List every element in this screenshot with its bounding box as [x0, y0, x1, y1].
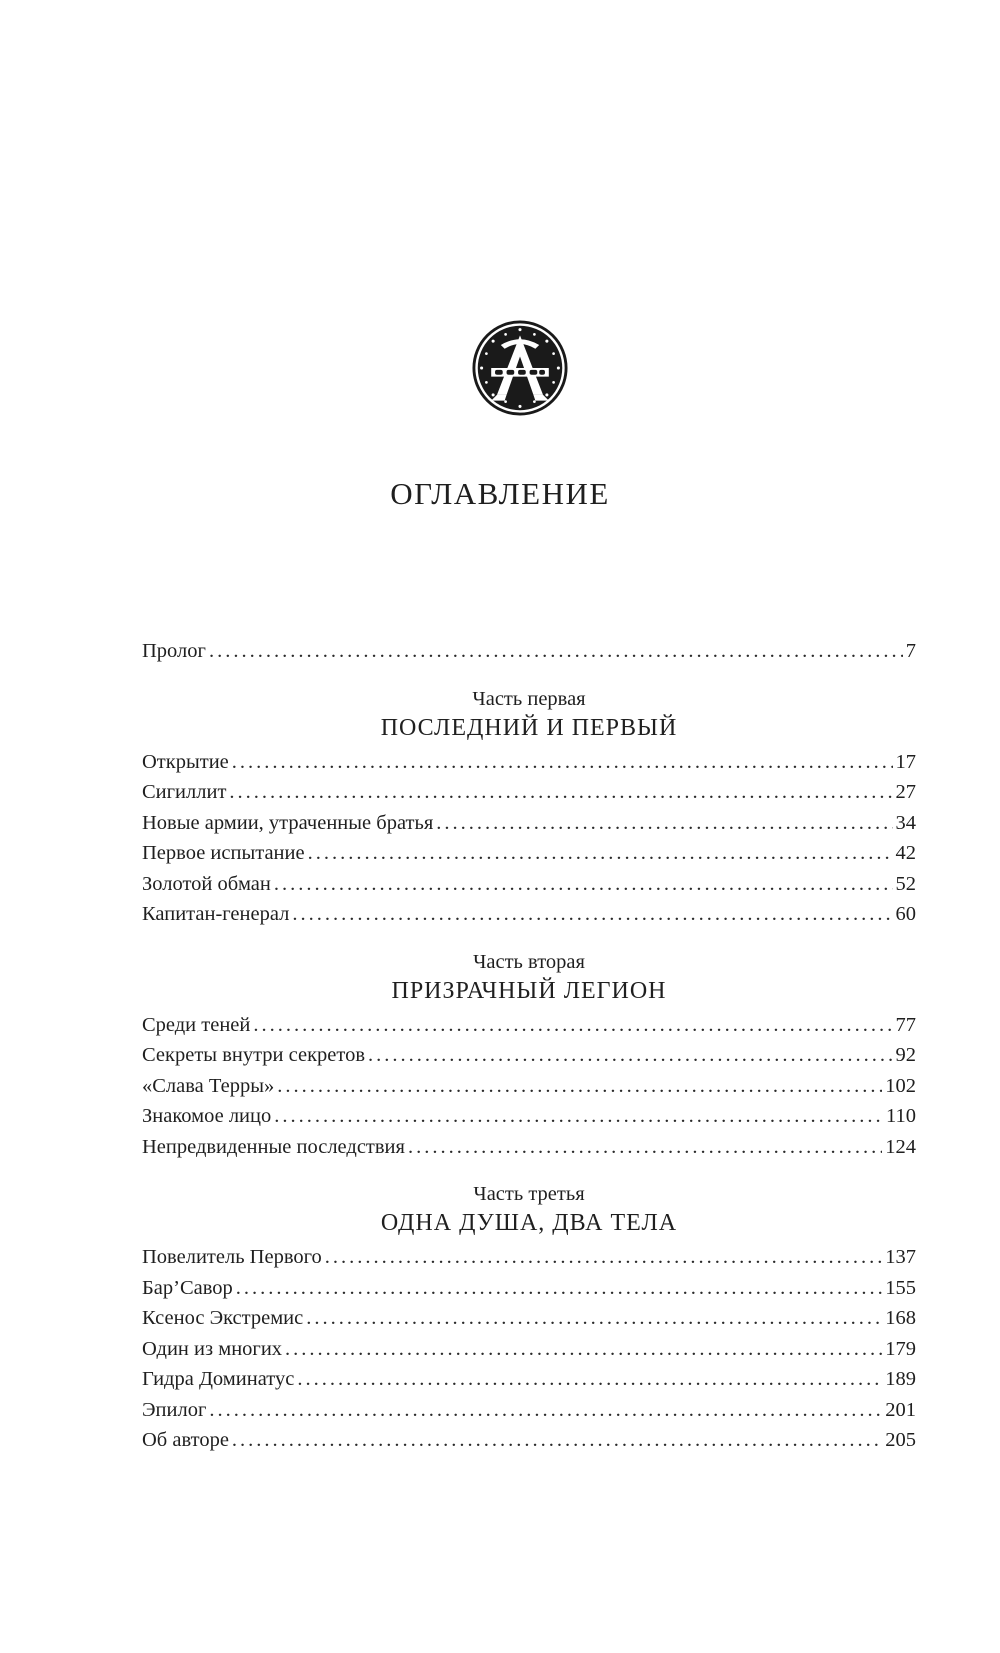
part-heading [142, 687, 916, 745]
entry-page: 124 [885, 1135, 916, 1158]
toc-entry [142, 808, 916, 839]
entry-page: 7 [905, 640, 916, 662]
entry-page: 110 [886, 1105, 916, 1127]
entry-page: 34 [895, 811, 916, 834]
toc-entry [142, 1303, 916, 1334]
dot-leader [229, 777, 892, 808]
dot-leader [306, 1303, 882, 1334]
entry-title: Бар’Савор [142, 1276, 233, 1299]
entry-title: Гидра Доминатус [142, 1368, 295, 1390]
toc-entry [142, 1273, 916, 1304]
entry-page: 137 [885, 1246, 916, 1268]
entry-title: Об авторе [142, 1429, 229, 1451]
dot-leader [408, 1132, 882, 1163]
part-label: Часть третья [473, 1183, 585, 1205]
entry-page: 155 [885, 1276, 916, 1299]
entry-page: 17 [895, 750, 916, 773]
entry-page: 205 [885, 1429, 916, 1451]
toc-entry [142, 1242, 916, 1273]
toc-entry [142, 1395, 916, 1426]
part-label: Часть вторая [473, 950, 585, 973]
dot-leader [232, 747, 893, 778]
dot-leader [368, 1040, 892, 1071]
toc-entry [142, 1101, 916, 1132]
entry-page: 42 [895, 842, 916, 864]
part-title: ПОСЛЕДНИЙ И ПЕРВЫЙ [380, 714, 678, 741]
part-title: ОДНА ДУША, ДВА ТЕЛА [380, 1210, 678, 1236]
entry-page: 168 [885, 1307, 916, 1329]
toc-entry [142, 777, 916, 808]
toc-entry [142, 869, 916, 900]
dot-leader [253, 1010, 892, 1041]
toc-entry [142, 1040, 916, 1071]
dot-leader [232, 1425, 882, 1456]
entry-title: Ксенос Экстремис [142, 1307, 304, 1329]
entry-page: 27 [895, 781, 916, 803]
dot-leader [325, 1242, 882, 1273]
toc-entry [142, 1364, 916, 1395]
entry-page: 52 [895, 872, 916, 895]
entry-title: Золотой обман [142, 872, 271, 895]
entry-page: 201 [885, 1398, 916, 1421]
entry-page: 77 [895, 1013, 916, 1036]
entry-title: «Слава Терры» [142, 1074, 275, 1097]
dot-leader [308, 838, 893, 869]
entry-page: 102 [885, 1074, 916, 1097]
toc-entry [142, 838, 916, 869]
entry-title: Новые армии, утраченные братья [142, 811, 434, 834]
publisher-emblem-icon [472, 320, 568, 416]
entry-title: Открытие [142, 750, 229, 773]
entry-title: Повелитель Первого [142, 1246, 322, 1268]
toc-entry [142, 1425, 916, 1456]
table-of-contents [142, 636, 916, 1456]
dot-leader [285, 1334, 882, 1365]
toc-heading: ОГЛАВЛЕНИЕ [390, 476, 610, 511]
entry-title: Среди теней [142, 1013, 251, 1036]
dot-leader [297, 1364, 882, 1395]
dot-leader [292, 899, 892, 930]
entry-page: 179 [885, 1337, 916, 1360]
entry-title: Капитан-генерал [142, 903, 290, 925]
dot-leader [236, 1273, 882, 1304]
toc-entry [142, 1132, 916, 1163]
entry-title: Секреты внутри секретов [142, 1044, 366, 1066]
entry-title: Первое испытание [142, 842, 305, 864]
dot-leader [436, 808, 892, 839]
toc-entry [142, 1010, 916, 1041]
toc-entry [142, 1071, 916, 1102]
entry-page: 92 [895, 1044, 916, 1066]
part-title: ПРИЗРАЧНЫЙ ЛЕГИОН [391, 977, 667, 1004]
entry-title: Эпилог [142, 1398, 207, 1421]
toc-entry-prologue [142, 636, 916, 667]
dot-leader [209, 636, 903, 667]
dot-leader [209, 1395, 882, 1426]
dot-leader [274, 869, 893, 900]
dot-leader [277, 1071, 882, 1102]
toc-entry [142, 747, 916, 778]
part-heading [142, 1182, 916, 1240]
entry-title: Пролог [142, 640, 206, 662]
entry-title: Непредвиденные последствия [142, 1135, 405, 1158]
entry-page: 189 [885, 1368, 916, 1390]
entry-title: Знакомое лицо [142, 1105, 272, 1127]
part-label: Часть первая [472, 687, 586, 710]
toc-entry [142, 1334, 916, 1365]
part-heading [142, 950, 916, 1008]
toc-entry [142, 899, 916, 930]
entry-title: Один из многих [142, 1337, 283, 1360]
dot-leader [274, 1101, 883, 1132]
entry-page: 60 [895, 903, 916, 925]
entry-title: Сигиллит [142, 781, 227, 803]
